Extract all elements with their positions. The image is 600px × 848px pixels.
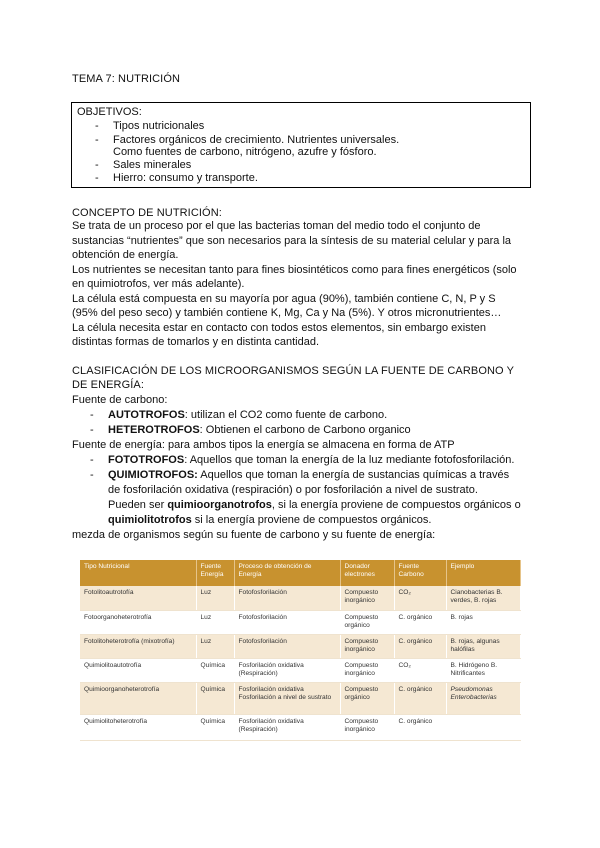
line3-prefix: Pueden ser: [108, 499, 168, 511]
table-row: [80, 682, 520, 714]
table-cell: Pseudomonas Enterobacterias: [446, 682, 520, 714]
heterotrofos-line: [108, 423, 411, 438]
table-cell: Química: [196, 714, 234, 740]
objectives-heading: OBJETIVOS:: [77, 106, 142, 118]
fototrofos-term: FOTOTROFOS: [108, 454, 185, 466]
table-cell: Fosforilación oxidativa (Respiración): [234, 714, 340, 740]
concept-line: distintas formas de tomarlos y en distinta cantidad.: [72, 336, 320, 348]
quimiotrofos-term: QUIMIOTROFOS:: [108, 469, 198, 481]
concept-line: Los nutrientes se necesitan tanto para fines biosintéticos como para fines energéticos (solo: [72, 264, 517, 276]
table-intro-line: mezda de organismos según su fuente de carbono y su fuente de energía:: [72, 529, 436, 541]
heterotrofos-term: HETEROTROFOS: [108, 424, 200, 436]
table-cell: Compuesto inorgánico: [340, 714, 394, 740]
concept-line: La célula está compuesta en su mayoría por agua (90%), también contiene C, N, P y S: [72, 293, 496, 305]
table-row: [80, 714, 520, 740]
concept-line: en quimiotrofos, ver más adelante).: [72, 278, 245, 290]
table-cell: Compuesto inorgánico: [340, 634, 394, 658]
autotrofos-term: AUTOTROFOS: [108, 409, 185, 421]
fototrofos-line: [108, 453, 514, 468]
line4-suffix: si la energía proviene de compuestos orgánicos.: [191, 514, 432, 526]
table-cell: Luz: [196, 586, 234, 610]
table-cell: Fosforilación oxidativa Fosforilación a nivel de sustrato: [234, 682, 340, 714]
bullet-dash: -: [95, 172, 99, 184]
bullet-dash: -: [90, 454, 94, 466]
line3-suffix: , si la energía proviene de compuestos orgánicos o: [271, 499, 521, 511]
column-header: Tipo Nutricional: [80, 560, 196, 586]
column-header: Donador electrones: [340, 560, 394, 586]
table-cell: C. orgánico: [394, 634, 446, 658]
table-cell: Quimiolitoautotrofía: [80, 658, 196, 682]
objective-item: Sales minerales: [113, 159, 192, 171]
objective-item: Factores orgánicos de crecimiento. Nutrientes universales.: [113, 134, 400, 146]
bullet-dash: -: [95, 159, 99, 171]
table-row: [80, 586, 520, 610]
table-cell: C. orgánico: [394, 682, 446, 714]
table-cell: Compuesto orgánico: [340, 610, 394, 634]
table-cell: CO₂: [394, 586, 446, 610]
table-cell: Fotofosforilación: [234, 634, 340, 658]
table-row: [80, 610, 520, 634]
objective-item-continuation: Como fuentes de carbono, nitrógeno, azufre y fósforo.: [113, 146, 377, 158]
quimiolitotrofos-term: quimiolitotrofos: [108, 514, 192, 526]
table-cell: B. Hidrógeno B. Nitrificantes: [446, 658, 520, 682]
column-header: Fuente Carbono: [394, 560, 446, 586]
quimiotrofos-line-2: de fosforilación oxidativa (respiración) o por fosforilación a nivel de sustrato.: [108, 484, 478, 496]
bullet-dash: -: [95, 134, 99, 146]
quimiotrofos-line-3: [108, 498, 521, 513]
table-cell: Fotofosforilación: [234, 586, 340, 610]
table-cell: B. rojas, algunas halófilas: [446, 634, 520, 658]
table-cell: C. orgánico: [394, 610, 446, 634]
column-header: Proceso de obtención de Energía: [234, 560, 340, 586]
concept-line: obtención de energía.: [72, 249, 179, 261]
table-cell: CO₂: [394, 658, 446, 682]
bullet-dash: -: [90, 469, 94, 481]
table-cell: Fotolitoheterotrofía (mixotrofía): [80, 634, 196, 658]
table-cell: Fotofosforilación: [234, 610, 340, 634]
concept-line: (95% del peso seco) y también contiene K, Mg, Ca y Na (5%). Y otros micronutrientes…: [72, 307, 502, 319]
table-row: [80, 658, 520, 682]
table-cell: [446, 714, 520, 740]
objective-item: Hierro: consumo y transporte.: [113, 172, 258, 184]
classification-heading-cont: DE ENERGÍA:: [72, 379, 145, 391]
bullet-dash: -: [95, 120, 99, 132]
table-cell: Quimioorganoheterotrofía: [80, 682, 196, 714]
quimiotrofos-text: Aquellos que toman la energía de sustancias químicas a través: [197, 469, 510, 481]
column-header: Ejemplo: [446, 560, 520, 586]
table-cell: Fotolitoautrotofía: [80, 586, 196, 610]
table-cell: Compuesto inorgánico: [340, 586, 394, 610]
table-cell: Química: [196, 658, 234, 682]
table-cell: Química: [196, 682, 234, 714]
concept-line: sustancias “nutrientes” que son necesarios para la síntesis de su material celular y para la: [72, 235, 512, 247]
autotrofos-line: [108, 408, 387, 423]
table-cell: B. rojas: [446, 610, 520, 634]
autotrofos-text: : utilizan el CO2 como fuente de carbono.: [184, 409, 388, 421]
quimiotrofos-line: [108, 468, 509, 483]
heterotrofos-text: : Obtienen el carbono de Carbono organico: [199, 424, 411, 436]
table-cell: Fotoorganoheterotrofía: [80, 610, 196, 634]
quimioorganotrofos-term: quimioorganotrofos: [167, 499, 272, 511]
column-header: Fuente Energía: [196, 560, 234, 586]
table-cell: C. orgánico: [394, 714, 446, 740]
table-header-row: [80, 560, 520, 586]
carbon-source-label: Fuente de carbono:: [72, 394, 168, 406]
classification-heading: CLASIFICACIÓN DE LOS MICROORGANISMOS SEGÚN LA FUENTE DE CARBONO Y: [72, 365, 515, 377]
table-cell: Compuesto inorgánico: [340, 658, 394, 682]
table-cell: Cianobacterias B. verdes, B. rojas: [446, 586, 520, 610]
objective-item: Tipos nutricionales: [113, 120, 205, 132]
nutrition-types-table: [80, 560, 521, 741]
table-cell: Quimiolitoheterotrofía: [80, 714, 196, 740]
fototrofos-text: : Aquellos que toman la energía de la luz mediante fotofosforilación.: [184, 454, 515, 466]
document-title: TEMA 7: NUTRICIÓN: [72, 73, 181, 85]
concept-heading: CONCEPTO DE NUTRICIÓN:: [72, 207, 222, 219]
energy-source-label: Fuente de energía: para ambos tipos la energía se almacena en forma de ATP: [72, 439, 455, 451]
table-cell: Luz: [196, 634, 234, 658]
concept-line: Se trata de un proceso por el que las bacterias toman del medio todo el conjunto de: [72, 220, 481, 232]
table-cell: Luz: [196, 610, 234, 634]
table-cell: Compuesto orgánico: [340, 682, 394, 714]
quimiotrofos-line-4: [108, 513, 431, 528]
concept-line: La célula necesita estar en contacto con todos estos elementos, sin embargo existen: [72, 322, 486, 334]
table-row: [80, 634, 520, 658]
bullet-dash: -: [90, 409, 94, 421]
table-cell: Fosforilación oxidativa (Respiración): [234, 658, 340, 682]
bullet-dash: -: [90, 424, 94, 436]
